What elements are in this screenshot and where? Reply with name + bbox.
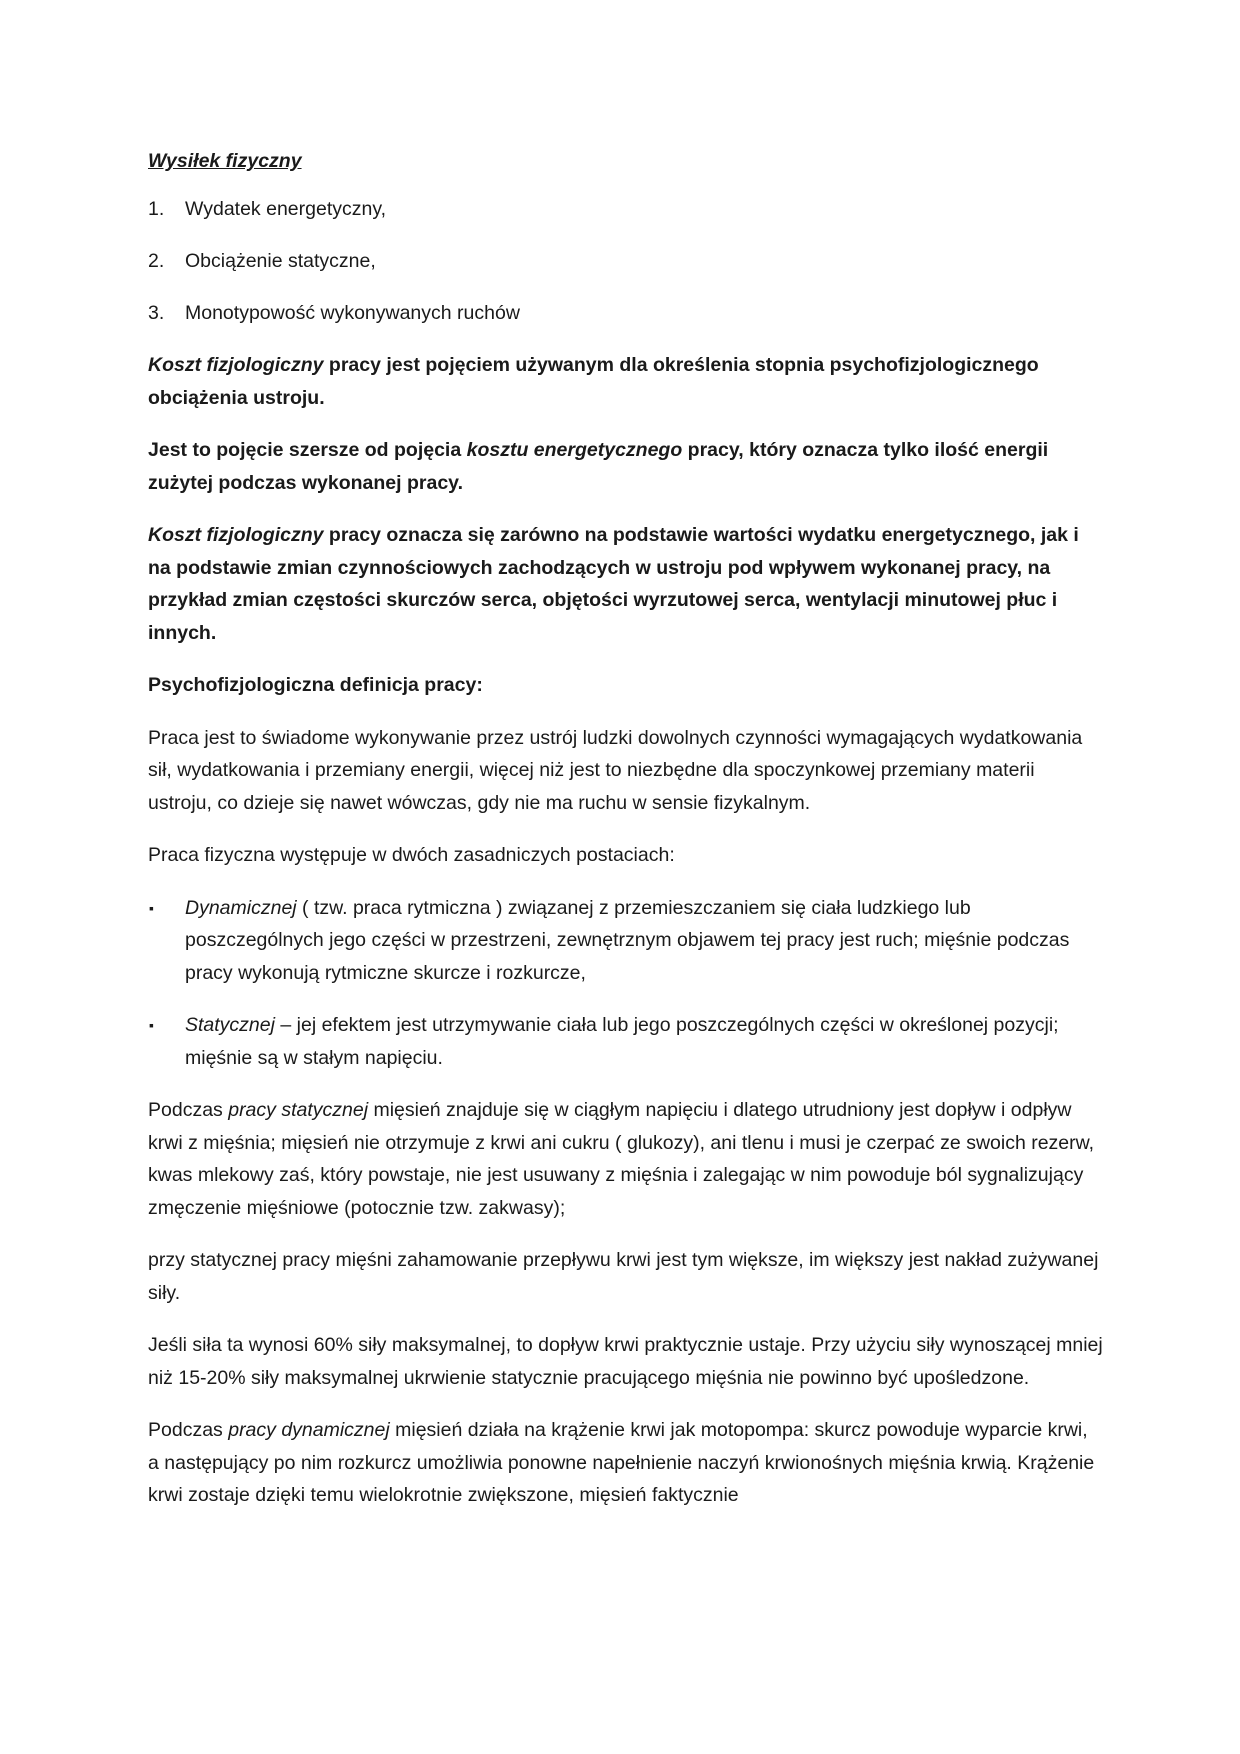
paragraph-blood-flow: przy statycznej pracy mięśni zahamowanie przepływu krwi jest tym większe, im większy jest nakład zużywanej siły. bbox=[148, 1249, 1099, 1304]
paragraph-text: pracy jest pojęciem używanym dla określenia stopnia psychofizjologicznego obciążenia ustroju. bbox=[148, 354, 1039, 409]
bullet-item bbox=[148, 1009, 1103, 1074]
paragraph-max-force: Jeśli siła ta wynosi 60% siły maksymalnej, to dopływ krwi praktycznie ustaje. Przy użyciu siły wynoszącej mniej niż 15-20% siły maksymalnej ukrwienie statycznie pracującego mięśnia nie powinno być upośledzone. bbox=[148, 1334, 1103, 1389]
bullet-icon: ▪ bbox=[149, 899, 154, 916]
bullet-text: ( tzw. praca rytmiczna ) związanej z przemieszczaniem się ciała ludzkiego lub poszczególnych jego części w przestrzeni, zewnętrznym objawem tej pracy jest ruch; mięśnie podczas pracy wykonują rytmiczne skurcze i rozkurcze, bbox=[185, 896, 1070, 984]
work-forms-list bbox=[148, 892, 1103, 1075]
term-emphasis: Koszt fizjologiczny bbox=[148, 524, 324, 546]
bullet-text: – jej efektem jest utrzymywanie ciała lub jego poszczególnych części w określonej pozycji; mięśnie są w stałym napięciu. bbox=[185, 1014, 1059, 1069]
factors-list bbox=[148, 193, 1103, 329]
paragraph-text: Jest to pojęcie szersze od pojęcia bbox=[148, 439, 467, 461]
paragraph-cost-determination bbox=[148, 519, 1103, 649]
bullet-icon: ▪ bbox=[149, 1017, 154, 1033]
list-item-text: Obciążenie statyczne, bbox=[185, 250, 376, 272]
paragraph-physiological-cost bbox=[148, 349, 1103, 414]
section-heading: Psychofizjologiczna definicja pracy: bbox=[148, 674, 483, 696]
term-emphasis: kosztu energetycznego bbox=[466, 439, 683, 461]
paragraph-text: pracy oznacza się zarówno na podstawie wartości wydatku energetycznego, jak i na podstawie zmian czynnościowych zachodzących w ustroju pod wpływem wykonanej pracy, na przykład zmian częstości skurczów serca, objętości wyrzutowej serca, wentylacji minutowej płuc i innych. bbox=[148, 524, 1079, 644]
paragraph-dynamic-work bbox=[148, 1414, 1103, 1512]
bullet-item bbox=[148, 892, 1103, 990]
paragraph-energy-cost bbox=[148, 434, 1103, 499]
list-item-number: 2. bbox=[148, 250, 165, 272]
paragraph-text: Podczas bbox=[148, 1419, 229, 1441]
paragraph-work-definition: Praca jest to świadome wykonywanie przez ustrój ludzki dowolnych czynności wymagających wydatkowania sił, wydatkowania i przemiany energii, więcej niż jest to niezbędne dla spoczynkowej przemiany materii ustroju, co dzieje się nawet wówczas, gdy nie ma ruchu w sensie fizykalnym. bbox=[148, 726, 1083, 814]
document-title: Wysiłek fizyczny bbox=[148, 150, 302, 172]
list-item-text: Monotypowość wykonywanych ruchów bbox=[185, 302, 520, 324]
paragraph-work-forms: Praca fizyczna występuje w dwóch zasadniczych postaciach: bbox=[148, 844, 675, 866]
document-page bbox=[148, 145, 1103, 1532]
paragraph-text: pracy, który oznacza tylko ilość energii zużytej podczas wykonanej pracy. bbox=[148, 439, 1049, 494]
list-item bbox=[148, 297, 1103, 329]
list-item-text: Wydatek energetyczny, bbox=[185, 198, 387, 220]
term-emphasis: Statycznej bbox=[185, 1014, 275, 1036]
paragraph-text: mięsień znajduje się w ciągłym napięciu i dlatego utrudniony jest dopływ i odpływ krwi z mięśnia; mięsień nie otrzymuje z krwi ani cukru ( glukozy), ani tlenu i musi je czerpać ze swoich rezerw, kwas mlekowy zaś, który powstaje, nie jest usuwany z mięśnia i zalegając w nim powoduje ból sygnalizujący zmęczenie mięśniowe (potocznie tzw. zakwasy); bbox=[148, 1099, 1095, 1219]
paragraph-text: Podczas bbox=[148, 1099, 229, 1121]
term-emphasis: Koszt fizjologiczny bbox=[148, 354, 324, 376]
list-item-number: 1. bbox=[148, 198, 165, 220]
term-emphasis: Dynamicznej bbox=[185, 896, 297, 919]
term-emphasis: pracy dynamicznej bbox=[228, 1419, 390, 1441]
paragraph-static-work bbox=[148, 1094, 1103, 1224]
list-item bbox=[148, 245, 1103, 277]
list-item-number: 3. bbox=[148, 302, 165, 324]
paragraph-text: mięsień działa na krążenie krwi jak motopompa: skurcz powoduje wyparcie krwi, a następujący po nim rozkurcz umożliwia ponowne napełnienie naczyń krwionośnych mięśnia krwią. Krążenie krwi zostaje dzięki temu wielokrotnie zwiększone, mięsień faktycznie bbox=[148, 1419, 1095, 1506]
list-item bbox=[148, 193, 1103, 225]
term-emphasis: pracy statycznej bbox=[228, 1099, 369, 1121]
